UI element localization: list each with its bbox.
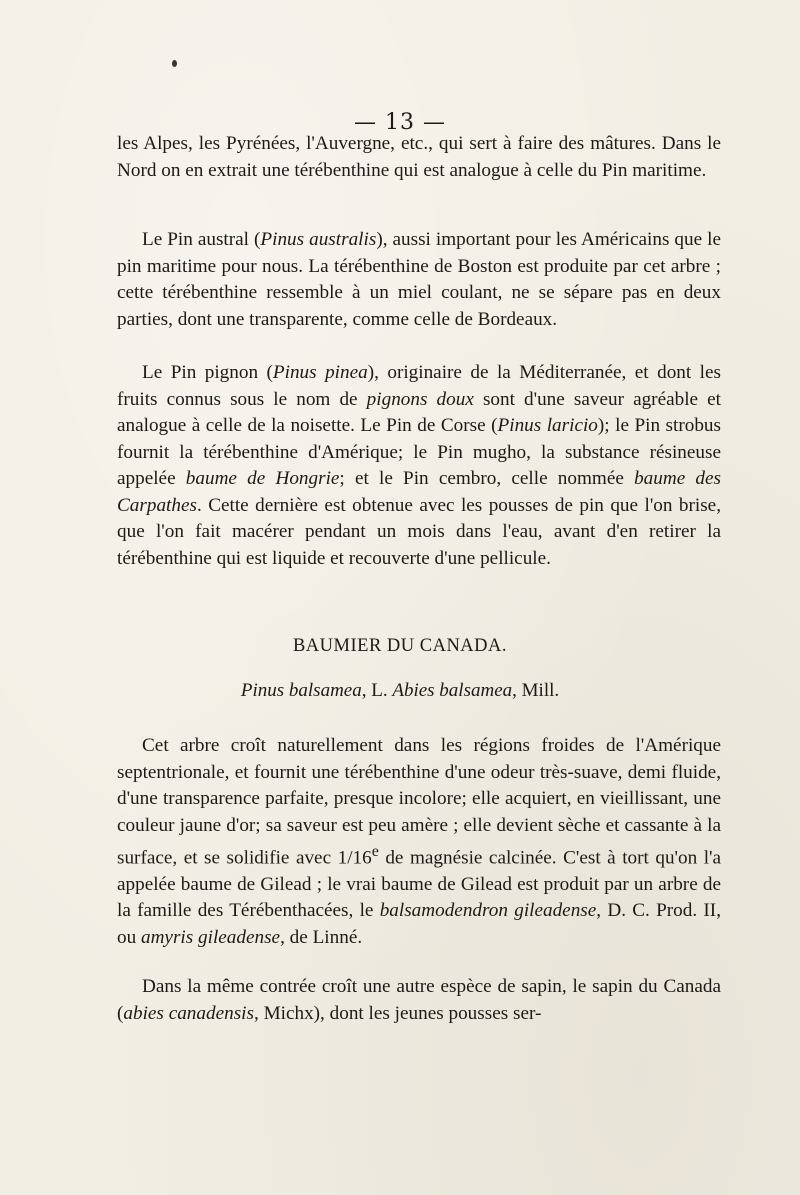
species-name: Pinus balsamea — [240, 680, 362, 701]
paragraph-text: les Alpes, les Pyrénées, l'Auvergne, etc., qui sert à faire des mâtures. Dans le Nord on en extrait une térébenthine qui est analogue à celle du Pin maritime. — [117, 133, 721, 181]
text-run: . Cette dernière est obtenue avec les pousses de pin que l'on brise, que l'on fait macérer pendant un mois dans l'eau, avant d'en retirer la térébenthine qui est liquide et recouverte d'une pellicule. — [117, 494, 721, 569]
page-number: — 13 — — [354, 110, 446, 135]
paragraph-text — [117, 360, 721, 572]
paragraph-pin-pignon — [117, 360, 721, 572]
species-name: balsamodendron gileadense — [379, 900, 597, 922]
paragraph-alpes — [117, 131, 721, 184]
species-name: abies canadensis — [123, 1002, 254, 1024]
text-run: Le Pin pignon ( — [142, 362, 273, 383]
italic-term: baume des Carpathes — [117, 468, 722, 516]
text-run: , Michx), dont les jeunes pousses ser- — [253, 1002, 542, 1024]
paragraph-sapin-canada — [117, 974, 721, 1027]
text-run: sont d'une saveur agréable et analogue à celle de la noisette. Le Pin de Corse ( — [117, 388, 721, 436]
text-run: Cet arbre croît naturellement dans les régions froides de l'Amérique septentrionale, et fournit une térébenthine d'une odeur très-suave, demi fluide, d'une transparence parfaite, presque incolore; elle acquiert, en vieillissant, une couleur jaune d'or; sa saveur est peu amère ; elle devient sèche et cassante à la surface, et se solidifie avec 1/16 — [117, 735, 721, 869]
paragraph-text — [117, 974, 721, 1027]
italic-term: baume de Hongrie — [185, 468, 340, 489]
paragraph-pin-austral — [117, 227, 721, 333]
italic-term: pignons doux — [366, 388, 474, 410]
species-name: Pinus australis — [260, 229, 377, 250]
text-run: ), aussi important pour les Américains que le pin maritime pour nous. La térébenthine de Boston est produite par cet arbre ; cette térébenthine ressemble à un miel coulant, ne se sépare pas en deux parties, dont une transparente, comme celle de Bordeaux. — [117, 229, 721, 330]
text-run: , L. — [361, 680, 393, 701]
text-run: ; et le Pin cembro, celle nommée — [339, 468, 635, 489]
species-name: Abies balsamea — [392, 680, 513, 701]
text-run: ), originaire de la Méditerranée, et dont les fruits connus sous le nom de — [117, 362, 721, 410]
text-run: , de Linné. — [280, 926, 363, 948]
text-run: de magnésie calcinée. C'est à tort qu'on l'a appelée baume de Gilead ; le vrai baume de Gilead est produit par un arbre de la famille des Térébenthacées, le — [117, 847, 721, 922]
ink-speck — [172, 60, 177, 67]
text-run: , Mill. — [512, 680, 560, 701]
paragraph-text — [117, 227, 721, 333]
superscript: e — [371, 843, 379, 860]
text-run: Dans la même contrée croît une autre espèce de sapin, le sapin du Canada ( — [117, 976, 721, 1024]
species-name: amyris gileadense — [140, 926, 281, 948]
species-name: Pinus pinea — [272, 362, 368, 383]
species-binomial — [0, 680, 800, 702]
paragraph-baumier — [117, 733, 721, 951]
section-heading: BAUMIER DU CANADA. — [292, 636, 508, 656]
species-name: Pinus laricio — [497, 415, 598, 436]
text-run: Le Pin austral ( — [142, 229, 261, 250]
paragraph-text — [117, 733, 721, 951]
text-run: ); le Pin strobus fournit la térébenthine d'Amérique; le Pin mugho, la substance résineuse appelée — [117, 415, 721, 489]
text-run: , D. C. Prod. II, ou — [117, 900, 721, 948]
